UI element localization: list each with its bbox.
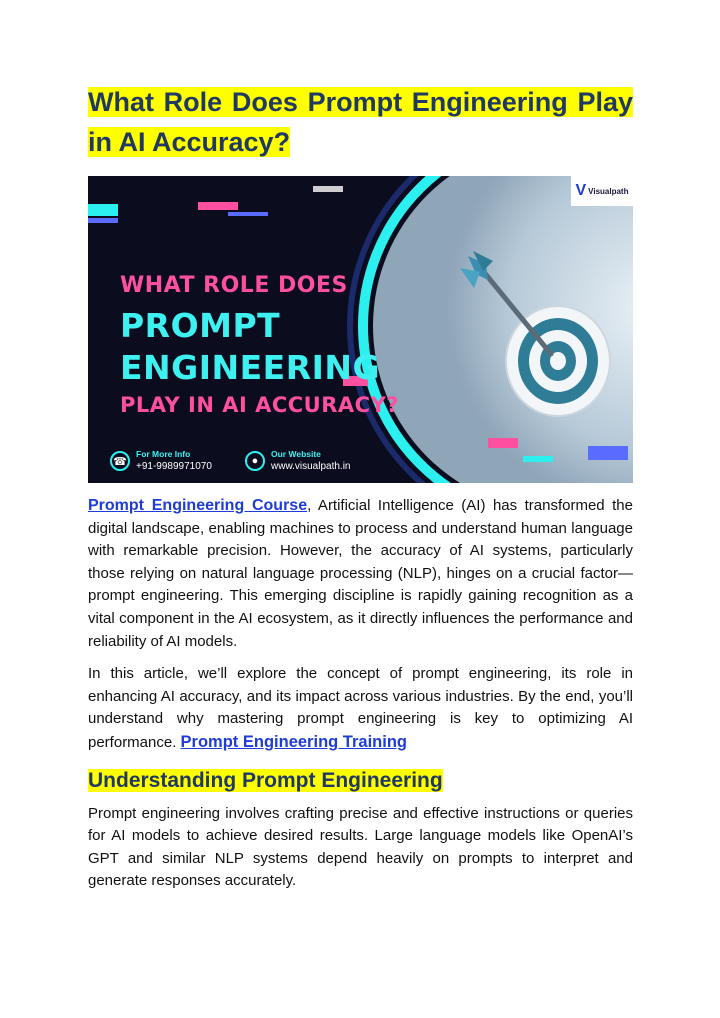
dartboard-target-icon [506, 306, 610, 416]
contact-phone [110, 449, 212, 473]
banner-line-1: WHAT ROLE DOES [120, 273, 348, 298]
globe-icon: ● [245, 451, 265, 471]
phone-icon: ☎ [110, 451, 130, 471]
banner-line-4: PLAY IN AI ACCURACY? [120, 393, 399, 417]
prompt-engineering-training-link[interactable]: Prompt Engineering Training [180, 732, 407, 751]
banner-line-3: ENGINEERING [120, 348, 381, 387]
section-heading [88, 765, 633, 797]
title-highlight: What Role Does Prompt Engineering Play in AI Accuracy? [88, 87, 633, 157]
contact-label: Our Website [271, 449, 321, 459]
brand-name: Visualpath [588, 186, 629, 196]
contact-value: www.visualpath.in [271, 461, 351, 472]
document-page [88, 82, 633, 893]
heading-highlight: Understanding Prompt Engineering [88, 768, 443, 792]
intro-paragraph [88, 495, 633, 653]
glitch-bar [88, 204, 118, 216]
hero-banner-image [88, 176, 633, 483]
contact-value: +91-9989971070 [136, 461, 212, 472]
contact-label: For More Info [136, 449, 191, 459]
banner-line-2: PROMPT [120, 306, 281, 345]
article-overview-paragraph [88, 663, 633, 754]
overview-text: In this article, we’ll explore the concept of prompt engineering, its role in enhancing AI accuracy, and its impact across various industries. By the end, you’ll understand why mastering prompt engineering is key to optimizing AI performance. [88, 665, 633, 751]
logo-v-icon: V [575, 182, 587, 199]
contact-website [245, 449, 350, 473]
prompt-engineering-course-link[interactable]: Prompt Engineering Course [88, 497, 308, 514]
intro-text: , Artificial Intelligence (AI) has transformed the digital landscape, enabling machines to process and understand human language with remarkable precision. However, the accuracy of AI systems, particularly those relying on natural language processing (NLP), hinges on a crucial factor—prompt engineering. This emerging discipline is rapidly gaining recognition as a vital component in the AI ecosystem, as it directly influences the performance and reliability of AI models. [88, 497, 633, 650]
brand-logo [571, 176, 633, 206]
page-title [88, 82, 633, 162]
section-paragraph: Prompt engineering involves crafting precise and effective instructions or queries for AI models to achieve desired results. Large language models like OpenAI’s GPT and similar NLP systems depend heavily on prompts to interpret and generate responses accurately. [88, 804, 633, 890]
